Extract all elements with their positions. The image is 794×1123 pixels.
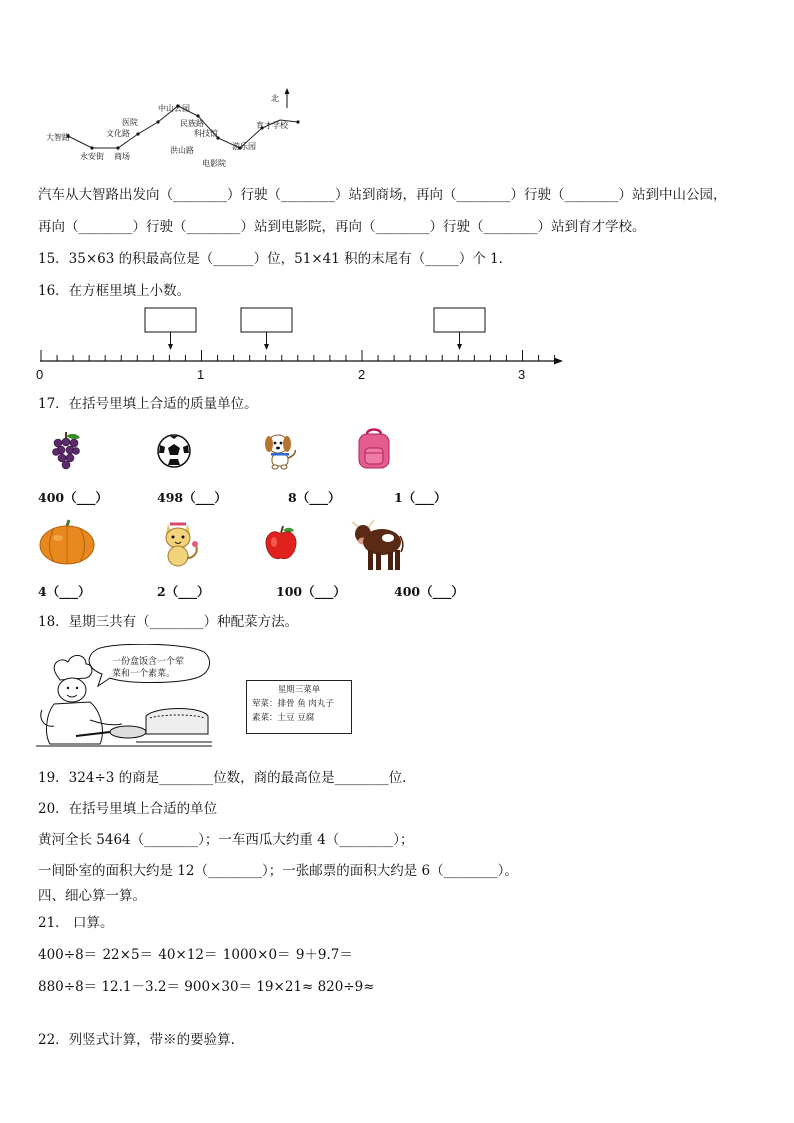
q21-row1: 400÷8＝ 22×5＝ 40×12＝ 1000×0＝ 9＋9.7＝ — [38, 947, 353, 963]
puppy-icon — [262, 430, 300, 472]
axis-arrow — [554, 358, 563, 365]
answer-box-1[interactable] — [145, 308, 196, 332]
chef-hat — [54, 655, 92, 680]
q17-item-pumpkin: 4（___） — [38, 584, 91, 599]
section-4-heading: 四、细心算一算。 — [38, 888, 146, 904]
q17-item-backpack: 1（___） — [394, 490, 447, 505]
stop-zhongshan: 中山公园 — [158, 104, 190, 113]
q17-item-apple: 100（___） — [276, 584, 346, 599]
speech-bubble-line1: 一份盒饭含一个荤 — [112, 657, 185, 667]
speech-bubble-line2: 菜和一个素菜。 — [112, 669, 176, 679]
stop-keji: 科技馆 — [194, 129, 218, 138]
q17-item-football: 498（___） — [157, 490, 227, 505]
q14-line1: 汽车从大智路出发向（________）行驶（________）站到商场，再向（________）行驶（________）站到中山公园， — [38, 187, 727, 203]
stop-yiyuan: 医院 — [122, 118, 138, 127]
stop-wenhua: 文化路 — [106, 129, 130, 138]
football-icon — [156, 433, 192, 469]
q17-item-kitten: 2（___） — [157, 584, 210, 599]
wednesday-menu — [246, 680, 352, 734]
apple-icon — [264, 524, 298, 562]
stop-minzu: 民族路 — [180, 119, 204, 128]
number-line — [30, 300, 570, 370]
tick-label-1: 1 — [197, 367, 205, 382]
q17-item-puppy: 8（___） — [288, 490, 341, 505]
q15: 15．35×63 的积最高位是（______）位，51×41 积的末尾有（_____）个 1． — [38, 251, 513, 267]
kitten-icon — [160, 518, 202, 570]
backpack-icon — [354, 426, 394, 472]
tick-label-0: 0 — [36, 367, 44, 382]
q20-line2: 一间卧室的面积大约是 12（________）；一张邮票的面积大约是 6（________）。 — [38, 863, 518, 879]
q17-item-cow: 400（___） — [394, 584, 464, 599]
q17-item-grapes: 400（___） — [38, 490, 108, 505]
answer-box-3[interactable] — [434, 308, 485, 332]
stop-hongshan: 洪山路 — [170, 146, 194, 155]
stop-dianying: 电影院 — [202, 159, 226, 168]
q18-title: 18．星期三共有（________）种配菜方法。 — [38, 614, 299, 630]
north-label: 北 — [271, 94, 279, 103]
q14-line2: 再向（________）行驶（________）站到电影院，再向（________）行驶（________）站到育才学校。 — [38, 219, 646, 235]
stop-youle: 游乐园 — [232, 142, 256, 151]
q21-row2: 880÷8＝ 12.1－3.2＝ 900×30＝ 19×21≈ 820÷9≈ — [38, 979, 375, 995]
q16-title: 16．在方框里填上小数。 — [38, 283, 191, 299]
menu-title: 星期三菜单 — [277, 685, 321, 695]
stop-dazhi: 大智路 — [46, 133, 70, 142]
q21-title: 21． 口算。 — [38, 915, 114, 931]
q19: 19．324÷3 的商是________位数，商的最高位是________位. — [38, 770, 407, 786]
q20-line1: 黄河全长 5464（________）；一车西瓜大约重 4（________）； — [38, 832, 414, 848]
stop-shangchang: 商场 — [114, 152, 130, 161]
grapes-icon — [50, 430, 82, 472]
q22: 22．列竖式计算，带※的要验算. — [38, 1032, 235, 1048]
tick-label-3: 3 — [518, 367, 526, 382]
q17-title: 17．在括号里填上合适的质量单位。 — [38, 396, 258, 412]
menu-meat: 荤菜：排骨 鱼 肉丸子 — [252, 699, 334, 709]
stop-yongan: 永安街 — [80, 152, 104, 161]
cow-icon — [350, 514, 404, 574]
stop-yucai: 育才学校 — [256, 121, 288, 130]
tick-label-2: 2 — [358, 367, 366, 382]
answer-box-2[interactable] — [241, 308, 292, 332]
pumpkin-icon — [38, 518, 96, 566]
q20-title: 20．在括号里填上合适的单位 — [38, 801, 218, 817]
menu-veg: 素菜：土豆 豆腐 — [252, 713, 315, 723]
